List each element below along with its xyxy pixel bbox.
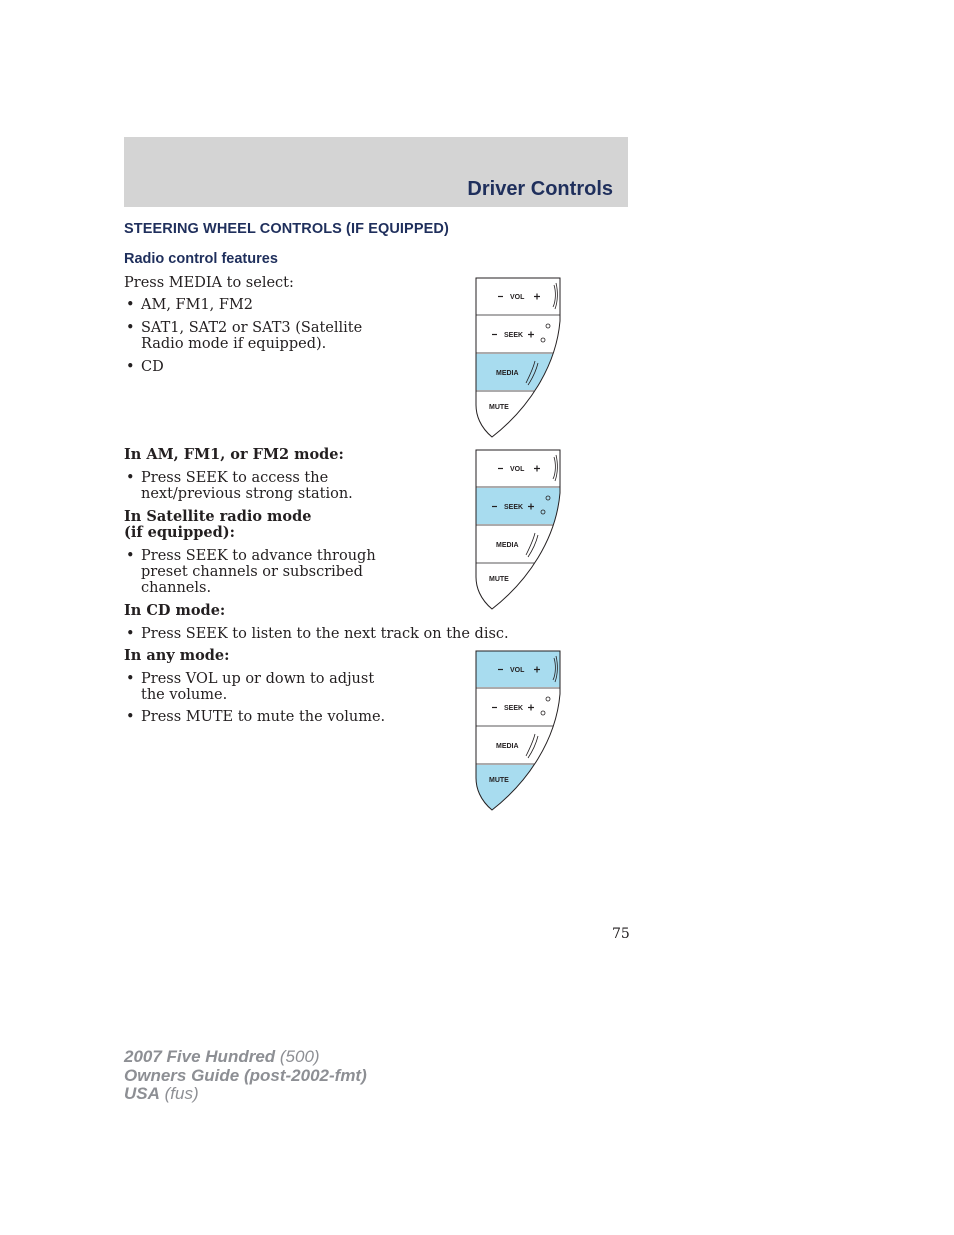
media-highlight xyxy=(476,354,562,390)
seek-label: SEEK xyxy=(504,504,524,511)
media-label: MEDIA xyxy=(496,370,519,377)
intro-text: Press MEDIA to select: xyxy=(124,275,294,291)
vol-label: VOL xyxy=(510,466,525,473)
media-label: MEDIA xyxy=(496,542,519,549)
sat-mode-heading-cont: (if equipped): xyxy=(124,524,235,541)
header-band xyxy=(124,137,628,207)
any-mode-heading: In any mode: xyxy=(124,647,230,664)
mute-label: MUTE xyxy=(489,404,509,411)
mute-highlight xyxy=(476,765,562,810)
section-title: STEERING WHEEL CONTROLS (IF EQUIPPED) xyxy=(124,221,449,237)
vol-label: VOL xyxy=(510,667,525,674)
am-mode-heading: In AM, FM1, or FM2 mode: xyxy=(124,446,344,463)
subsection-title: Radio control features xyxy=(124,251,278,267)
vol-label: VOL xyxy=(510,294,525,301)
sat-mode-heading: In Satellite radio mode xyxy=(124,508,312,525)
mute-label: MUTE xyxy=(489,576,509,583)
media-label: MEDIA xyxy=(496,743,519,750)
steering-control-diagram-media xyxy=(472,277,562,439)
footer: 2007 Five Hundred (500) Owners Guide (post-2002-fmt) USA (fus) xyxy=(124,1047,367,1103)
seek-label: SEEK xyxy=(504,332,524,339)
cd-mode-heading: In CD mode: xyxy=(124,602,226,619)
seek-label: SEEK xyxy=(504,705,524,712)
page-header-title: Driver Controls xyxy=(467,178,613,200)
mute-label: MUTE xyxy=(489,777,509,784)
steering-control-diagram-vol-mute xyxy=(472,650,562,812)
steering-control-diagram-seek xyxy=(472,449,562,611)
page-number: 75 xyxy=(612,926,630,942)
